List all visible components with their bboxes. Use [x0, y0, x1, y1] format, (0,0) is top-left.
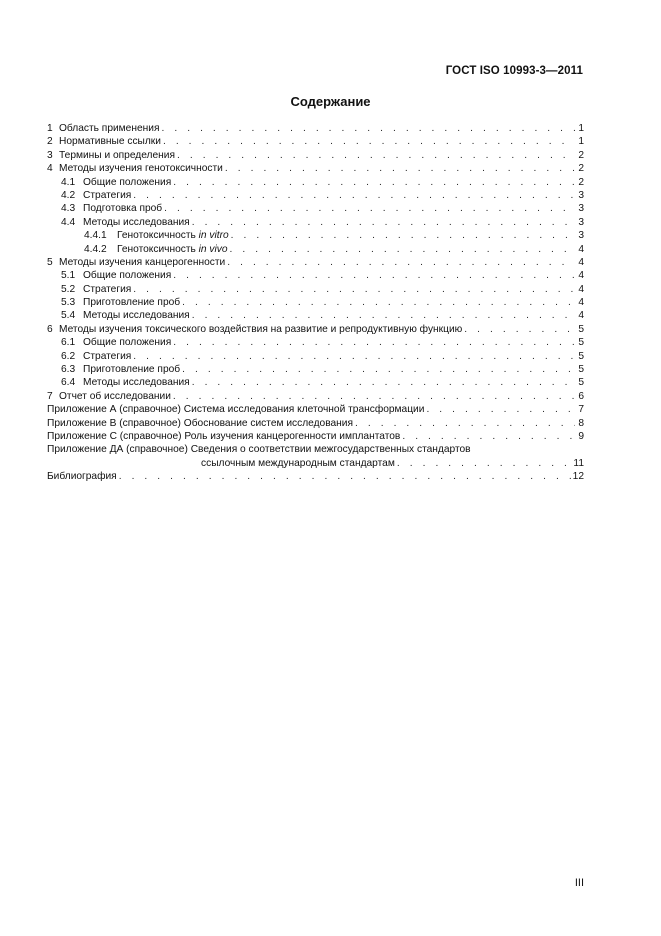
- leader-dots: [397, 457, 572, 470]
- toc-entry-label: [61, 350, 131, 363]
- leader-dots: [173, 269, 575, 282]
- leader-dots: [192, 216, 575, 229]
- toc-entry-text: Нормативные ссылки: [59, 136, 161, 148]
- appendix-da-title-line1: Сведения о соответствии межгосударственных стандартов: [190, 444, 471, 456]
- toc-entry[interactable]: [47, 122, 584, 135]
- toc-entry-page: 3: [578, 189, 584, 201]
- toc-entry-page: 1: [578, 136, 584, 148]
- toc-entry[interactable]: [47, 323, 584, 336]
- appendix-label: Приложение В (справочное): [47, 417, 181, 429]
- toc-entry-number: 6.2: [61, 350, 76, 362]
- toc-entry-label: [47, 323, 462, 336]
- leader-dots: [426, 403, 575, 416]
- leader-dots: [173, 176, 575, 189]
- toc-entry-page: 4: [578, 297, 584, 309]
- toc-entry-label: [61, 336, 171, 349]
- toc-entry-text: Методы изучения токсического воздействия на развитие и репродуктивную функцию: [59, 323, 463, 335]
- toc-entry-label: [61, 309, 190, 322]
- toc-entry-label: [47, 390, 171, 403]
- toc-entry[interactable]: [47, 216, 584, 229]
- appendix-label: Приложение С (справочное): [47, 430, 182, 442]
- appendix-da-label: Приложение ДА (справочное): [47, 444, 188, 456]
- leader-dots: [192, 376, 575, 389]
- toc-title: Содержание: [290, 94, 371, 109]
- appendix-title: Роль изучения канцерогенности имплантатов: [184, 430, 401, 442]
- toc-entry-text: Общие положения: [83, 176, 172, 188]
- toc-entry-page: 5: [578, 337, 584, 349]
- toc-entry-text: Приготовление проб: [83, 364, 181, 376]
- toc-entry[interactable]: [47, 269, 584, 282]
- appendix-page: 9: [578, 430, 584, 442]
- leader-dots: [192, 309, 575, 322]
- toc-entry[interactable]: [47, 309, 584, 322]
- leader-dots: [231, 229, 575, 242]
- toc-entry-label: [61, 376, 190, 389]
- toc-entry-text: Отчет об исследовании: [59, 390, 171, 402]
- toc-entry-text: Термины и определения: [59, 149, 175, 161]
- toc-entry-text: Методы исследования: [83, 377, 190, 389]
- toc-entry-number: 4: [47, 163, 53, 175]
- toc-entry-number: 3: [47, 149, 53, 161]
- toc-entry-text: Общие положения: [83, 337, 172, 349]
- toc-entry-page: 6: [578, 390, 584, 402]
- toc-entry-text: Генотоксичность: [117, 230, 199, 242]
- page-number: III: [574, 877, 584, 889]
- toc-entry-number: 5: [47, 256, 53, 268]
- toc-appendices: [47, 403, 584, 443]
- toc-entry-page: 5: [578, 364, 584, 376]
- toc-entry-appendix[interactable]: [47, 430, 584, 443]
- toc-entry-text: Приготовление проб: [83, 297, 181, 309]
- toc-entry[interactable]: [47, 350, 584, 363]
- toc-entry-label: [61, 216, 190, 229]
- toc-entry-text: Методы изучения генотоксичности: [59, 163, 223, 175]
- toc-entry-page: 2: [578, 176, 584, 188]
- toc-entry-appendix[interactable]: [47, 403, 584, 416]
- standard-designation: ГОСТ ISO 10993-3—2011: [445, 65, 583, 77]
- toc-entry-appendix-da[interactable]: [47, 443, 584, 470]
- leader-dots: [182, 363, 575, 376]
- toc-entry-label: [47, 135, 161, 148]
- toc-entry-label: [61, 363, 180, 376]
- leader-dots: [133, 283, 575, 296]
- toc-entry-page: 5: [578, 350, 584, 362]
- toc-entry-label: [84, 229, 229, 242]
- leader-dots: [164, 202, 575, 215]
- toc-entry-number: 1: [47, 122, 53, 134]
- toc-entry-number: 6.4: [61, 377, 76, 389]
- leader-dots: [464, 323, 575, 336]
- leader-dots: [177, 149, 575, 162]
- toc-entry-label: [61, 202, 162, 215]
- toc-entry-page: 2: [578, 149, 584, 161]
- toc-entry-appendix[interactable]: [47, 417, 584, 430]
- appendix-label-group: [47, 417, 353, 430]
- toc-entry-number: 4.2: [61, 189, 76, 201]
- toc-entry[interactable]: [47, 135, 584, 148]
- appendix-label-group: [47, 430, 400, 443]
- toc-entry-text: Подготовка проб: [83, 203, 163, 215]
- toc-entry-italic-text: in vivo: [198, 243, 228, 255]
- toc-entry[interactable]: [47, 296, 584, 309]
- toc-entry[interactable]: [47, 202, 584, 215]
- toc-entry-number: 5.4: [61, 310, 76, 322]
- appendix-label: Приложение А (справочное): [47, 404, 181, 416]
- toc-entry-number: 7: [47, 390, 53, 402]
- toc-entry-number: 6: [47, 323, 53, 335]
- toc-entry-text: Стратегия: [83, 283, 132, 295]
- toc-entry-label: [61, 269, 171, 282]
- toc-entry-label: [47, 256, 225, 269]
- toc-entry-text: Генотоксичность: [117, 243, 199, 255]
- leader-dots: [173, 336, 575, 349]
- toc-entry[interactable]: [47, 336, 584, 349]
- toc-entry[interactable]: [47, 176, 584, 189]
- toc-entry-bibliography[interactable]: [47, 470, 584, 483]
- table-of-contents: [47, 122, 584, 484]
- toc-entry[interactable]: [47, 229, 584, 242]
- toc-entry[interactable]: [47, 363, 584, 376]
- bibliography-page: 12: [572, 471, 584, 483]
- toc-entry-text: Область применения: [59, 122, 160, 134]
- toc-entry-page: 3: [578, 230, 584, 242]
- toc-entry-italic-text: in vitro: [198, 230, 229, 242]
- toc-entry-text: Методы исследования: [83, 216, 190, 228]
- toc-entry-page: 5: [578, 323, 584, 335]
- bibliography-label: Библиография: [47, 471, 117, 483]
- leader-dots: [133, 350, 575, 363]
- toc-entry-number: 6.1: [61, 337, 76, 349]
- toc-entry-label: [47, 149, 175, 162]
- toc-entry-label: [47, 122, 159, 135]
- toc-entry[interactable]: [47, 376, 584, 389]
- toc-entry-text: Общие положения: [83, 270, 172, 282]
- leader-dots: [355, 417, 575, 430]
- appendix-page: 7: [578, 404, 584, 416]
- toc-entry-page: 4: [578, 270, 584, 282]
- leader-dots: [163, 135, 575, 148]
- leader-dots: [402, 430, 575, 443]
- toc-entry-page: 2: [578, 163, 584, 175]
- toc-entry-number: 6.3: [61, 364, 76, 376]
- toc-entry-page: 3: [578, 216, 584, 228]
- toc-entry[interactable]: [47, 390, 584, 403]
- toc-sections: [47, 122, 584, 403]
- appendix-page: 8: [578, 417, 584, 429]
- toc-entry[interactable]: [47, 162, 584, 175]
- toc-entry-label: [61, 189, 131, 202]
- toc-entry-label: [61, 296, 180, 309]
- toc-entry[interactable]: [47, 283, 584, 296]
- leader-dots: [173, 390, 575, 403]
- toc-entry-text: Стратегия: [83, 350, 132, 362]
- appendix-label-group: [47, 403, 424, 416]
- leader-dots: [133, 189, 575, 202]
- toc-entry-label: [61, 283, 131, 296]
- toc-entry[interactable]: [47, 189, 584, 202]
- toc-entry-page: 5: [578, 377, 584, 389]
- toc-entry-text: Стратегия: [83, 189, 132, 201]
- toc-entry-label: [47, 162, 223, 175]
- toc-entry-number: 5.1: [61, 270, 76, 282]
- toc-entry-number: 4.4: [61, 216, 76, 228]
- toc-entry-text: Методы исследования: [83, 310, 190, 322]
- toc-entry-page: 4: [578, 243, 584, 255]
- toc-entry-number: 4.3: [61, 203, 76, 215]
- toc-entry-number: 5.3: [61, 297, 76, 309]
- leader-dots: [161, 122, 575, 135]
- appendix-title: Система исследования клеточной трансформации: [183, 404, 425, 416]
- toc-entry-number: 5.2: [61, 283, 76, 295]
- leader-dots: [182, 296, 575, 309]
- toc-entry[interactable]: [47, 256, 584, 269]
- leader-dots: [230, 243, 575, 256]
- toc-entry-page: 4: [578, 283, 584, 295]
- appendix-da-page: 11: [573, 457, 584, 469]
- toc-entry-page: 3: [578, 203, 584, 215]
- toc-entry-number: 4.4.1: [84, 230, 107, 242]
- toc-entry-text: Методы изучения канцерогенности: [59, 256, 226, 268]
- toc-entry[interactable]: [47, 243, 584, 256]
- leader-dots: [225, 162, 575, 175]
- toc-entry-page: 4: [578, 256, 584, 268]
- toc-entry-label: [61, 176, 171, 189]
- toc-entry[interactable]: [47, 149, 584, 162]
- toc-entry-number: 2: [47, 136, 53, 148]
- leader-dots: [227, 256, 575, 269]
- toc-entry-number: 4.4.2: [84, 243, 107, 255]
- toc-entry-label: [84, 243, 228, 256]
- appendix-title: Обоснование систем исследования: [183, 417, 353, 429]
- toc-entry-page: 4: [578, 310, 584, 322]
- leader-dots: [119, 470, 571, 483]
- toc-entry-number: 4.1: [61, 176, 76, 188]
- appendix-da-title-line2: ссылочным международным стандартам: [201, 457, 395, 469]
- toc-entry-page: 1: [578, 122, 584, 134]
